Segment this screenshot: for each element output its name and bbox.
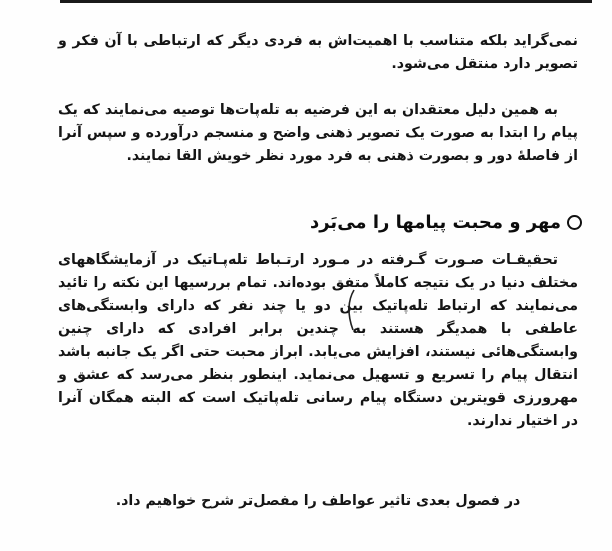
belief-paragraph-block [58, 99, 578, 168]
section-heading-text: مهر و محبت پیامها را می‌بَرد [310, 211, 561, 233]
paragraph-belief: به همین دلیل معتقدان به این فرضیه به تله‌پات‌ها توصیه می‌نمایند که یک پیام را ابتدا به صورت یک تصویر ذهنی واضح و منسجم درآورده و سپس آنرا از فاصلهٔ دور و بصورت ذهنی به فرد مورد نظر خویش القا نمایند. [58, 102, 578, 164]
paragraph-closing: در فصول بعدی تاثیر عواطف را مفصل‌تر شرح خواهیم داد. [115, 493, 521, 509]
paragraph-research: تحقیقـات صـورت گـرفته در مـورد ارتـباط تله‌پـاتیک در آزمایشگاههای مختلف دنیا در یک نتیجه کاملاً متفق بوده‌اند. تمام بررسیها این نکته را تائید می‌نمایند که ارتباط تله‌پاتیک بین دو یا چند نفر که دارای وابستگی‌های عاطفی با همدیگر هستند به چندین برابر افرادی که دارای چنین وابستگی‌هائی نیستند، افزایش می‌یابد. ابراز محبت حتی اگر یک جانبه باشد انتقال پیام را تسریع و تسهیل می‌نماید. اینطور بنظر می‌رسد که عشق و مهرورزی قویترین دستگاه پیام رسانی تله‌پاتیک است که البته همگان آنرا در اختیار ندارند. [58, 252, 578, 429]
pen-mark-icon [344, 288, 358, 332]
top-border-line [60, 0, 592, 3]
section-heading [300, 209, 582, 235]
closing-paragraph-block [58, 490, 578, 513]
research-paragraph-block [58, 249, 578, 433]
circle-bullet-icon [567, 215, 582, 230]
paragraph-intro: نمی‌گراید بلکه متناسب با اهمیت‌اش به فردی دیگر که ارتباطی با آن فکر و تصویر دارد منتقل می‌شود. [58, 33, 578, 72]
intro-paragraph-block [58, 30, 578, 76]
